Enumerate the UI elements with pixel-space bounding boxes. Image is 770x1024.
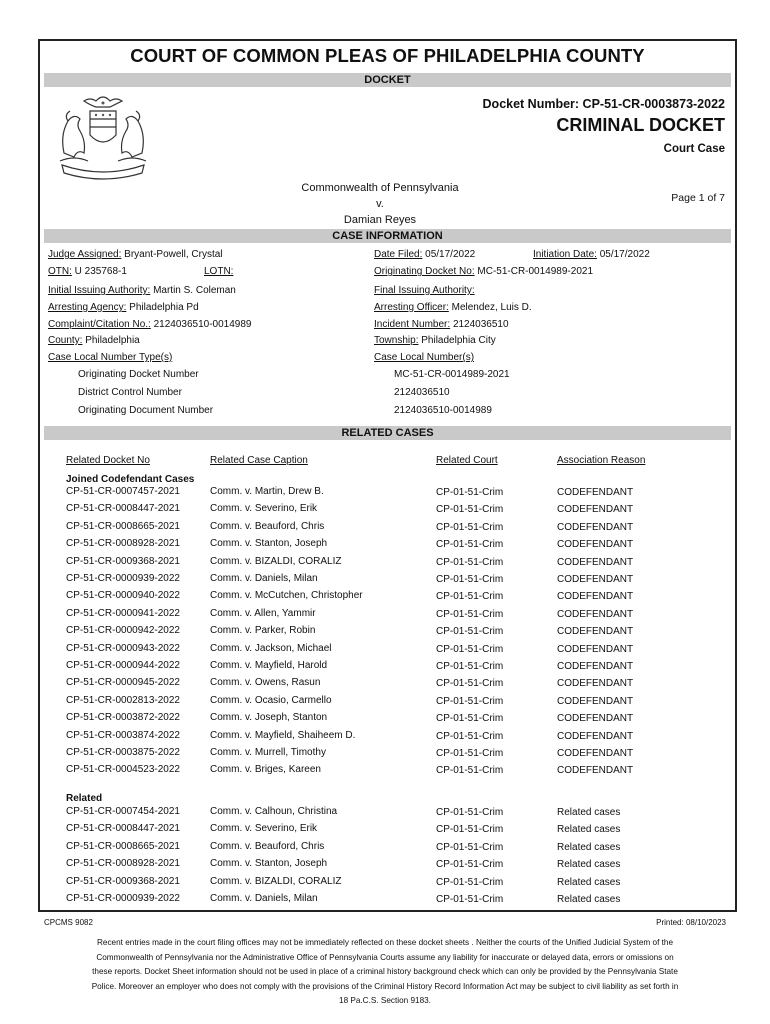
arresting-agency-label: Arresting Agency: (48, 302, 127, 313)
header-related-court: Related Court (436, 455, 498, 466)
lotn-field (204, 266, 233, 277)
related-court: CP-01-51-Crim (436, 695, 504, 707)
related-court: CP-01-51-Crim (436, 713, 504, 725)
related-cases-bar: RELATED CASES (44, 426, 731, 440)
related-court: CP-01-51-Crim (436, 608, 504, 620)
initiation-date-field (533, 249, 650, 260)
case-information-bar: CASE INFORMATION (44, 229, 731, 243)
related-docket-no: CP-51-CR-0000941-2022 (66, 607, 180, 619)
local-type-3: Originating Document Number (78, 405, 214, 416)
association-reason: CODEFENDANT (557, 695, 634, 707)
docket-type: CRIMINAL DOCKET (556, 115, 725, 135)
related-court: CP-01-51-Crim (436, 591, 504, 603)
related-docket-no: CP-51-CR-0003872-2022 (66, 712, 180, 724)
local-number-3: 2124036510-0014989 (394, 405, 492, 416)
group-label-related: Related (66, 793, 103, 804)
page-indicator: Page 1 of 7 (671, 192, 725, 204)
related-court: CP-01-51-Crim (436, 730, 504, 742)
final-authority-label: Final Issuing Authority: (374, 285, 475, 296)
related-docket-no: CP-51-CR-0000942-2022 (66, 625, 180, 637)
caption-versus: v. (376, 198, 384, 210)
related-case-caption: Comm. v. Stanton, Joseph (210, 858, 328, 870)
local-number-2: 2124036510 (394, 387, 450, 398)
otn-value: U 235768-1 (74, 266, 127, 277)
related-docket-no: CP-51-CR-0008447-2021 (66, 823, 180, 835)
association-reason: CODEFENDANT (557, 626, 634, 638)
related-docket-no: CP-51-CR-0002813-2022 (66, 694, 180, 706)
related-court: CP-01-51-Crim (436, 876, 504, 888)
related-case-caption: Comm. v. BIZALDI, CORALIZ (210, 555, 342, 567)
related-court: CP-01-51-Crim (436, 626, 504, 638)
related-docket-no: CP-51-CR-0000939-2022 (66, 893, 180, 904)
association-reason: CODEFENDANT (557, 574, 634, 585)
originating-docket-field (374, 266, 593, 277)
association-reason: Related cases (557, 894, 621, 905)
township-label: Township: (374, 335, 419, 346)
related-case-caption: Comm. v. Martin, Drew B. (210, 486, 324, 497)
local-type-1: Originating Docket Number (78, 369, 199, 380)
association-reason: CODEFENDANT (557, 608, 634, 620)
association-reason: CODEFENDANT (557, 748, 634, 759)
related-court: CP-01-51-Crim (436, 894, 504, 905)
related-court: CP-01-51-Crim (436, 678, 504, 690)
complaint-field (48, 319, 252, 330)
association-reason: CODEFENDANT (557, 661, 634, 672)
related-case-caption: Comm. v. Mayfield, Harold (210, 660, 328, 671)
related-docket-no: CP-51-CR-0009368-2021 (66, 555, 180, 567)
related-docket-no: CP-51-CR-0000943-2022 (66, 642, 180, 654)
related-docket-no: CP-51-CR-0008928-2021 (66, 858, 180, 870)
related-case-caption: Comm. v. Allen, Yammir (210, 607, 316, 619)
docket-page (38, 39, 737, 912)
related-docket-no: CP-51-CR-0003874-2022 (66, 729, 180, 741)
local-numbers-label: Case Local Number(s) (374, 352, 475, 363)
related-court: CP-01-51-Crim (436, 661, 504, 672)
date-filed-value: 05/17/2022 (425, 249, 476, 260)
related-court: CP-01-51-Crim (436, 556, 504, 568)
related-docket-no: CP-51-CR-0008665-2021 (66, 840, 180, 852)
association-reason: CODEFENDANT (557, 521, 634, 533)
association-reason: CODEFENDANT (557, 678, 634, 690)
related-docket-no: CP-51-CR-0009368-2021 (66, 875, 180, 887)
caption-plaintiff: Commonwealth of Pennsylvania (301, 182, 459, 194)
related-case-caption: Comm. v. Severino, Erik (210, 823, 318, 835)
association-reason: Related cases (557, 807, 621, 818)
initial-authority-field (48, 285, 236, 296)
related-docket-no: CP-51-CR-0000940-2022 (66, 590, 180, 602)
court-title: COURT OF COMMON PLEAS OF PHILADELPHIA COUNTY (130, 45, 645, 66)
related-court: CP-01-51-Crim (436, 765, 504, 777)
disclaimer-text: Recent entries made in the court filing offices may not be immediately reflected on these docket sheets . Neither the courts of the Unified Judicial System of the Commonwealth of Pennsylvania nor the Administrative Office of Pennsylvania Courts assume any liability for inaccurate or delayed data, errors or omissions on these reports. Docket Sheet information should not be used in place of a criminal history background check which can only be provided by the Pennsylvania State Police. Moreover an employer who does not comply with the provisions of the Criminal History Record Information Act may be subject to civil liability as set forth in 18 Pa.C.S. Section 9183. (91, 938, 679, 1005)
related-case-caption: Comm. v. Jackson, Michael (210, 642, 332, 654)
judge-field (48, 249, 223, 260)
related-case-caption: Comm. v. Severino, Erik (210, 503, 318, 515)
related-case-caption: Comm. v. Beauford, Chris (210, 520, 325, 532)
incident-number-label: Incident Number: (374, 319, 451, 330)
arresting-agency-value: Philadelphia Pd (129, 302, 199, 313)
related-case-caption: Comm. v. Beauford, Chris (210, 840, 325, 852)
related-docket-no: CP-51-CR-0000939-2022 (66, 573, 180, 584)
township-field (374, 335, 496, 346)
related-docket-no: CP-51-CR-0000945-2022 (66, 677, 180, 689)
related-court: CP-01-51-Crim (436, 574, 504, 585)
related-court: CP-01-51-Crim (436, 643, 504, 655)
related-case-caption: Comm. v. BIZALDI, CORALIZ (210, 875, 342, 887)
county-value: Philadelphia (85, 335, 140, 346)
local-type-2: District Control Number (78, 387, 182, 398)
related-case-caption: Comm. v. Daniels, Milan (210, 573, 318, 584)
incident-number-value: 2124036510 (452, 319, 509, 330)
lotn-label: LOTN: (204, 266, 234, 277)
arresting-officer-label: Arresting Officer: (374, 302, 449, 313)
related-case-caption: Comm. v. Joseph, Stanton (210, 712, 328, 724)
header-association-reason: Association Reason (557, 455, 646, 466)
county-field (48, 335, 140, 346)
related-case-caption: Comm. v. Briges, Kareen (210, 764, 321, 776)
initial-authority-label: Initial Issuing Authority: (48, 285, 151, 296)
printed-date: Printed: 08/10/2023 (656, 918, 726, 927)
otn-field (48, 266, 127, 277)
association-reason: Related cases (557, 824, 621, 836)
date-filed-field (374, 249, 475, 260)
header-related-caption: Related Case Caption (210, 455, 308, 466)
township-value: Philadelphia City (421, 335, 496, 346)
related-court: CP-01-51-Crim (436, 859, 504, 871)
related-docket-no: CP-51-CR-0007457-2021 (66, 486, 180, 497)
related-case-caption: Comm. v. Daniels, Milan (210, 893, 318, 904)
related-court: CP-01-51-Crim (436, 807, 504, 818)
related-case-caption: Comm. v. Calhoun, Christina (210, 806, 338, 817)
related-case-caption: Comm. v. Mayfield, Shaiheem D. (210, 729, 356, 741)
arresting-officer-field (374, 302, 532, 313)
related-case-caption: Comm. v. McCutchen, Christopher (210, 590, 363, 602)
related-docket-no: CP-51-CR-0007454-2021 (66, 806, 180, 817)
complaint-label: Complaint/Citation No.: (48, 319, 151, 330)
otn-label: OTN: (48, 266, 72, 277)
related-court: CP-01-51-Crim (436, 841, 504, 853)
originating-docket-value: MC-51-CR-0014989-2021 (477, 266, 594, 277)
related-case-caption: Comm. v. Murrell, Timothy (210, 747, 326, 758)
related-court: CP-01-51-Crim (436, 748, 504, 759)
association-reason: CODEFENDANT (557, 556, 634, 568)
caption-defendant: Damian Reyes (343, 214, 417, 226)
related-docket-no: CP-51-CR-0008928-2021 (66, 538, 180, 550)
header-related-docket: Related Docket No (66, 455, 150, 466)
judge-value: Bryant-Powell, Crystal (124, 249, 223, 260)
association-reason: CODEFENDANT (557, 487, 634, 498)
court-case-label: Court Case (663, 143, 725, 155)
related-court: CP-01-51-Crim (436, 487, 504, 498)
association-reason: CODEFENDANT (557, 539, 634, 551)
association-reason: CODEFENDANT (557, 504, 634, 516)
initiation-date-label: Initiation Date: (533, 249, 597, 260)
arresting-officer-value: Melendez, Luis D. (451, 302, 532, 313)
related-docket-no: CP-51-CR-0000944-2022 (66, 660, 180, 671)
related-case-caption: Comm. v. Parker, Robin (210, 625, 316, 637)
originating-docket-label: Originating Docket No: (374, 266, 475, 277)
related-case-caption: Comm. v. Owens, Rasun (210, 677, 321, 689)
related-court: CP-01-51-Crim (436, 539, 504, 551)
related-case-caption: Comm. v. Stanton, Joseph (210, 538, 328, 550)
association-reason: CODEFENDANT (557, 643, 634, 655)
association-reason: CODEFENDANT (557, 765, 634, 777)
incident-number-field (374, 319, 509, 330)
date-filed-label: Date Filed: (374, 249, 423, 260)
related-court: CP-01-51-Crim (436, 521, 504, 533)
arresting-agency-field (48, 302, 199, 313)
association-reason: Related cases (557, 859, 621, 871)
related-court: CP-01-51-Crim (436, 824, 504, 836)
related-docket-no: CP-51-CR-0008665-2021 (66, 520, 180, 532)
initial-authority-value: Martin S. Coleman (153, 285, 236, 296)
initiation-date-value: 05/17/2022 (599, 249, 650, 260)
related-docket-no: CP-51-CR-0003875-2022 (66, 747, 180, 758)
association-reason: Related cases (557, 876, 621, 888)
form-id: CPCMS 9082 (44, 918, 93, 927)
local-types-label: Case Local Number Type(s) (48, 352, 173, 363)
final-authority-field (374, 285, 475, 296)
complaint-value: 2124036510-0014989 (153, 319, 252, 330)
association-reason: Related cases (557, 841, 621, 853)
association-reason: CODEFENDANT (557, 730, 634, 742)
related-docket-no: CP-51-CR-0008447-2021 (66, 503, 180, 515)
related-court: CP-01-51-Crim (436, 504, 504, 516)
judge-label: Judge Assigned: (48, 249, 122, 260)
group-label-codefendant: Joined Codefendant Cases (66, 474, 195, 485)
association-reason: CODEFENDANT (557, 713, 634, 725)
docket-number: Docket Number: CP-51-CR-0003873-2022 (482, 97, 725, 111)
local-number-1: MC-51-CR-0014989-2021 (394, 369, 510, 380)
related-case-caption: Comm. v. Ocasio, Carmello (210, 694, 332, 706)
docket-section-bar: DOCKET (44, 73, 731, 87)
pennsylvania-seal-icon (54, 91, 152, 181)
county-label: County: (48, 335, 83, 346)
related-docket-no: CP-51-CR-0004523-2022 (66, 764, 180, 776)
association-reason: CODEFENDANT (557, 591, 634, 603)
